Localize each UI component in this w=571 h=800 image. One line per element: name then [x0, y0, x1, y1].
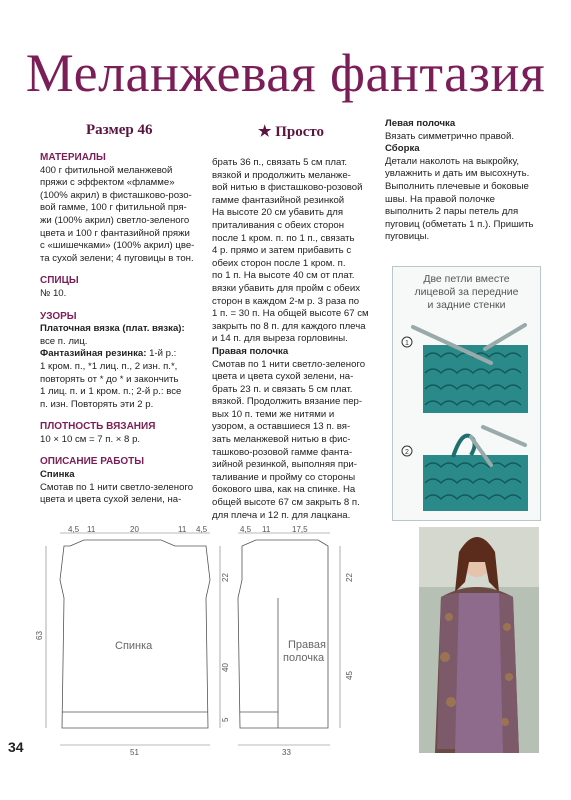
back-width: 51: [130, 748, 139, 757]
column-1: [40, 148, 198, 507]
caption-line: лицевой за передние: [414, 286, 519, 298]
right-front-line: общей высоте 67 см закрыть 8 п.: [212, 497, 360, 509]
col2-line: 4 р. прямо и затем прибавить с: [212, 245, 352, 257]
back-height: 63: [35, 631, 44, 640]
right-front-line: брать 23 п. и связать 5 см плат.: [212, 383, 353, 395]
assembly-line: швы. На правой полочке: [385, 193, 495, 205]
col2-line: сторон в каждом 2-м р. 3 раза по: [212, 295, 360, 307]
right-front-line: вязкой. Продолжить вязание пер-: [212, 396, 363, 408]
col2-line: и 14 п. для выреза горловины.: [212, 333, 348, 345]
garter-text: все п. лиц.: [40, 335, 88, 347]
col2-line: вязкой и продолжить меланже-: [212, 169, 351, 181]
assembly-line: Детали наколоть на выкройку,: [385, 155, 520, 167]
stitch-step-2: [402, 427, 528, 511]
col2-line: гамме фантазийной резинкой: [212, 194, 345, 206]
page-number: 34: [8, 739, 24, 755]
needles-heading: СПИЦЫ: [40, 275, 79, 287]
left-front-text: Вязать симметрично правой.: [385, 130, 515, 142]
assembly-title: Сборка: [385, 143, 420, 155]
gauge-value: 10 × 10 см = 7 п. × 8 р.: [40, 433, 141, 445]
page-title: Меланжевая фантазия: [25, 43, 546, 103]
right-front-line: ташково-розовой гамме фанта-: [212, 446, 353, 458]
back-label: Спинка: [115, 640, 153, 652]
materials-line: с «шишечками» (100% акрил) цве-: [40, 240, 195, 252]
front-lower: 45: [345, 671, 354, 680]
patterns-heading: УЗОРЫ: [40, 310, 77, 322]
back-dim: 4,5: [68, 525, 80, 534]
front-label: Правая: [288, 639, 326, 651]
step-1-number: 1: [405, 340, 409, 347]
rib-line: 1 кром. п., *1 лиц. п., 2 изн. п.*,: [40, 360, 178, 372]
assembly-line: выполнить 2 пары петель для: [385, 206, 519, 218]
right-front-line: цвета и цвета сухой зелени, на-: [212, 371, 354, 383]
right-front-line: бокового шва, как на спинке. На: [212, 484, 356, 496]
back-line: Смотав по 1 нити светло-зеленого: [40, 481, 194, 493]
front-dim: 17,5: [292, 525, 308, 534]
stitch-illustration: [392, 266, 541, 521]
knitting-drawing: [393, 267, 540, 520]
caption-line: и задние стенки: [427, 299, 506, 311]
materials-line: 400 г фитильной меланжевой: [40, 164, 173, 176]
rib-line: п. изн. Повторять эти 2 р.: [40, 398, 154, 410]
right-front-line: Смотав по 1 нити светло-зеленого: [212, 358, 366, 370]
dimension-lines: [46, 533, 340, 745]
col2-line: На высоте 20 см убавить для: [212, 207, 344, 219]
front-dim: 4,5: [240, 525, 252, 534]
description-heading: ОПИСАНИЕ РАБОТЫ: [40, 456, 145, 468]
materials-line: жи (100% акрил) светло-зеленого: [40, 214, 190, 226]
col2-line: обеих сторон после 1 кром. п.: [212, 257, 346, 269]
right-front-line: вых 10 п. теми же нитями и: [212, 408, 335, 420]
model-photo: [419, 527, 539, 753]
col2-line: после 1 кром. п. по 1 п., связать: [212, 232, 355, 244]
col2-line: по 1 п. На высоте 40 см от плат.: [212, 270, 355, 282]
difficulty-label: ★ Просто: [258, 124, 325, 140]
materials-line: (100% акрил) в фисташково-розо-: [40, 189, 192, 201]
col2-line: вой нитью в фисташково-розовой: [212, 182, 363, 194]
needles-value: № 10.: [40, 287, 67, 299]
right-front-title: Правая полочка: [212, 345, 289, 357]
size-label: Размер 46: [86, 122, 153, 138]
rib-title: Фантазийная резинка:: [40, 348, 147, 360]
front-armhole: 22: [345, 573, 354, 582]
left-front-title: Левая полочка: [385, 118, 456, 129]
front-dim: 11: [262, 525, 271, 534]
right-front-line: таливание и пройму со стороны: [212, 471, 356, 483]
col2-line: 1 п. = 30 п. На общей высоте 67 см: [212, 308, 369, 320]
right-front-line: зийной резинкой, выполняя при-: [212, 459, 357, 471]
stitch-step-1: [402, 325, 528, 413]
front-pattern-outline: [238, 540, 328, 728]
back-title: Спинка: [40, 469, 75, 481]
front-width: 33: [282, 748, 291, 757]
model-photo-drawing: [419, 527, 539, 753]
assembly-line: Выполнить плечевые и боковые: [385, 180, 529, 192]
garter-title: Платочная вязка (плат. вязка):: [40, 323, 185, 335]
materials-line: вой гамме, 100 г фитильной пря-: [40, 202, 187, 214]
assembly-line: пуговиц (обметать 1 п.). Пришить: [385, 218, 534, 230]
materials-text: [40, 165, 198, 266]
back-dim: 11: [178, 525, 187, 534]
col2-line: закрыть по 8 п. для каждого плеча: [212, 320, 366, 332]
right-front-line: для плеча и 12 п. для лацкана.: [212, 509, 351, 521]
column-2: [212, 157, 377, 522]
gauge-heading: ПЛОТНОСТЬ ВЯЗАНИЯ: [40, 421, 156, 433]
assembly-line: пуговицы.: [385, 231, 430, 243]
rib-line: 1 лиц. п. и 1 кром. п.; 2-й р.: все: [40, 386, 182, 398]
col2-line: брать 36 п., связать 5 см плат.: [212, 157, 348, 168]
back-armhole: 22: [221, 573, 230, 582]
right-front-line: узором, а оставшиеся 13 п. вя-: [212, 421, 351, 433]
rib-line: повторять от * до * и закончить: [40, 373, 179, 385]
back-dim: 11: [87, 525, 96, 534]
back-lower: 40: [221, 663, 230, 672]
materials-line: пряжи с эффектом «фламме»: [40, 177, 175, 189]
back-hem: 5: [221, 717, 230, 722]
col2-line: вязки убавить для пройм с обеих: [212, 282, 361, 294]
assembly-line: увлажнить и дать им высохнуть.: [385, 168, 530, 180]
front-label: полочка: [283, 652, 325, 664]
rib-line: 1-й р.:: [149, 348, 177, 360]
step-2-number: 2: [405, 449, 409, 456]
back-line: цвета и цвета сухой зелени, на-: [40, 494, 182, 506]
caption-line: Две петли вместе: [423, 273, 510, 285]
materials-line: та сухой зелени; 4 пуговицы в тон.: [40, 252, 194, 264]
col2-line: приталивания с обеих сторон: [212, 219, 345, 231]
back-dim: 20: [130, 525, 139, 534]
materials-line: цвета и 100 г фантазийной пряжи: [40, 227, 190, 239]
back-pattern-outline: [60, 540, 210, 728]
back-dim: 4,5: [196, 525, 208, 534]
materials-heading: МАТЕРИАЛЫ: [40, 152, 106, 163]
right-front-line: зать меланжевой нитью в фис-: [212, 434, 351, 446]
column-3: [385, 118, 553, 244]
